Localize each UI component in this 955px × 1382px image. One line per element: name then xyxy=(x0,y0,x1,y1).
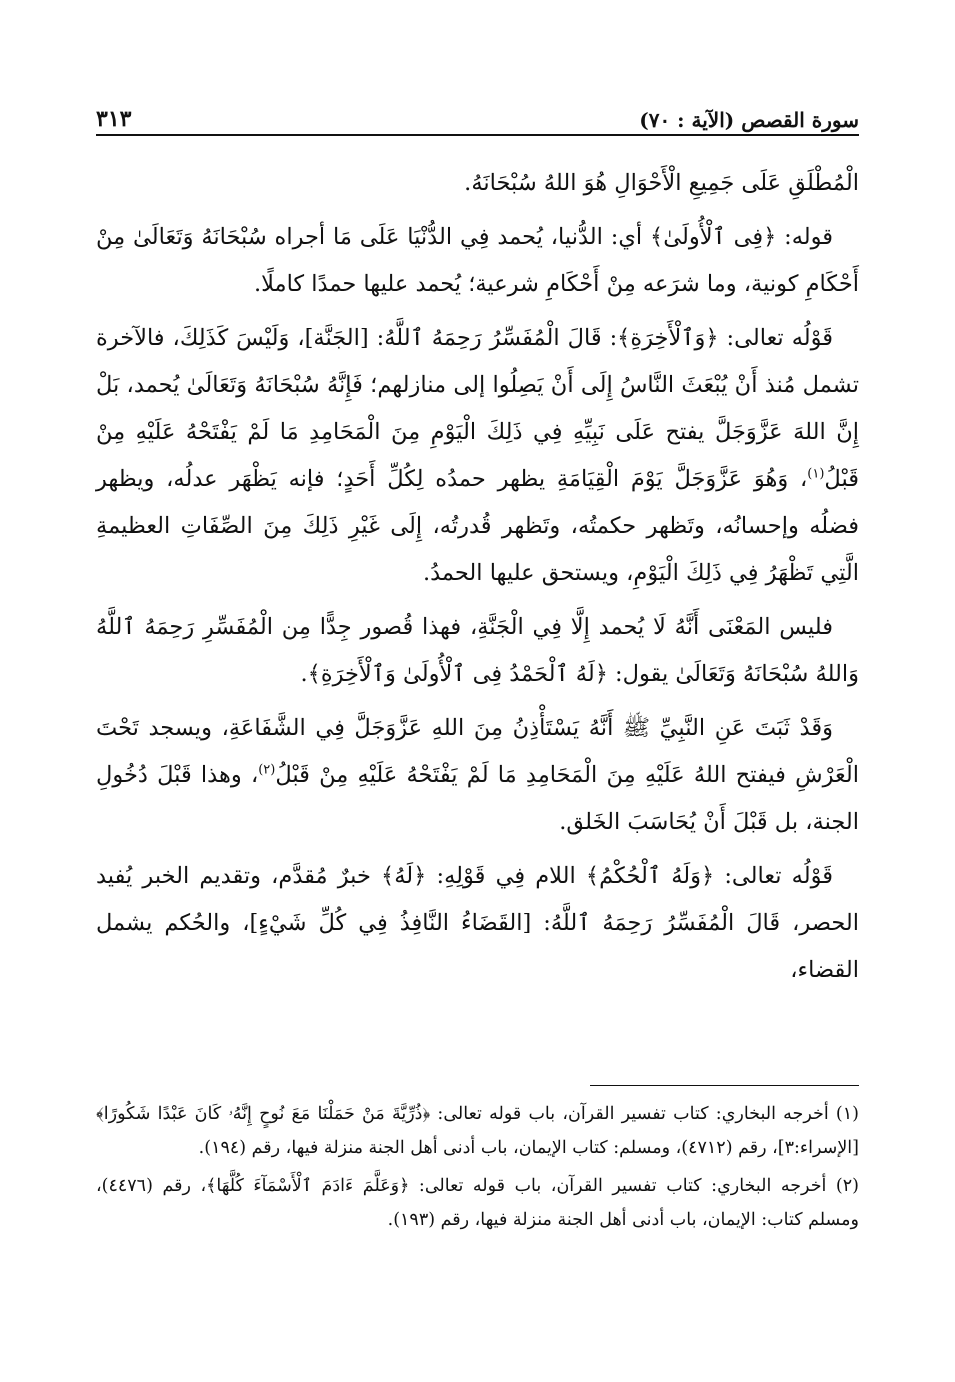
paragraph-3-text-a: قَوْلُه تعالى: ﴿وَٱلْأَخِرَةِ﴾: قَالَ الْمُفَسِّرُ رَحِمَهُ ٱللَّهُ: [الجَنَّة]، وَلَيْسَ كَذَلِكَ، فالآخرة تشمل مُنذ أَنْ يُبْعَثَ النَّاسُ إِلَى أَنْ يَصِلُوا إلى منازلهم؛ فَإِنَّهُ سُبْحَانَهُ وَتَعَالَىٰ يُحمد، بَلْ إِنَّ اللهَ عَزَّوَجَلَّ يفتح عَلَى نَبِيِّهِ فِي ذَلِكَ الْيَوْمِ مِنَ الْمَحَامِدِ مَا لَمْ يَفْتَحْهُ عَلَيْهِ مِنْ قَبْلُ xyxy=(96,325,859,492)
paragraph-3-text-b: ، وَهُوَ عَزَّوَجَلَّ يَوْمَ الْقِيَامَةِ يظهر حمدُه لِكُلِّ أَحَدٍ؛ فإنه يَظْهَر عدلُه، ويظهر فضلُه وإحسانُه، وتَظهر حكمتُه، وتَظهر قُدرتُه، إِلَى غَيْرِ ذَلِكَ مِنَ الصِّفَاتِ العظيمةِ الَّتِي تَظْهَرُ فِي ذَلِكَ الْيَوْمِ، ويستحق عليها الحمدُ. xyxy=(96,466,859,586)
paragraph-3 xyxy=(96,315,859,597)
paragraph-2: قوله: ﴿فِى ٱلْأُولَىٰ﴾ أي: الدُّنيا، يُحمد فِي الدُّنْيَا عَلَى مَا أجراه سُبْحَانَهُ وَتَعَالَىٰ مِنْ أَحْكَامِ كونية، وما شرَعه مِنْ أَحْكَامِ شرعية؛ يُحمد عليها حمدًا كاملًا. xyxy=(96,224,859,297)
footnotes xyxy=(96,1097,859,1241)
paragraph-1: الْمُطْلَقِ عَلَى جَمِيعِ الْأَحْوَالِ هُوَ اللهُ سُبْحَانَهُ. xyxy=(464,170,859,196)
footnote-marker-2: (٢) xyxy=(258,762,276,778)
paragraph-5-text-b: ، وهذا قَبْلَ دُخُولِ الجنة، بل قَبْلَ أَنْ يُحَاسَبَ الخَلق. xyxy=(96,762,859,835)
page-number: ٣١٣ xyxy=(96,106,132,132)
paragraph-5-text-a: وَقَدْ ثَبَتَ عَنِ النَّبِيِّ ﷺ أَنَّهُ يَسْتَأْذِنُ مِنَ اللهِ عَزَّوَجَلَّ فِي الشَّفَاعَةِ، ويسجد تَحْتَ الْعَرْشِ فيفتح اللهُ عَلَيْهِ مِنَ الْمَحَامِدِ مَا لَمْ يَفْتَحْهُ عَلَيْهِ مِنْ قَبْلُ xyxy=(96,715,859,788)
footnote-1: (١) أخرجه البخاري: كتاب تفسير القرآن، باب قوله تعالى: ﴿ذُرِّيَّةَ مَنْ حَمَلْنَا مَعَ نُوحٍ إِنَّهُۥ كَانَ عَبْدًا شَكُورًا﴾ [الإسراء:٣]، رقم (٤٧١٢)، ومسلم: كتاب الإيمان، باب أدنى أهل الجنة منزلة فيها، رقم (١٩٤). xyxy=(96,1104,859,1158)
paragraph-4: فليس المَعْنَى أَنَّهُ لَا يُحمد إِلَّا فِي الْجَنَّةِ، فهذا قُصور جِدًّا مِن الْمُفَسِّرِ رَحِمَهُ ٱللَّهُ وَاللهُ سُبْحَانَهُ وَتَعَالَىٰ يقول: ﴿لَهُ ٱلْحَمْدُ فِى ٱلْأُولَىٰ وَٱلْأَخِرَةِ﴾. xyxy=(96,614,859,687)
footnote-divider xyxy=(590,1085,859,1086)
footnote-2: (٢) أخرجه البخاري: كتاب تفسير القرآن، باب قوله تعالى: ﴿وَعَلَّمَ ءَادَمَ ٱلْأَسْمَآءَ كُلَّهَا﴾، رقم (٤٤٧٦)، ومسلم كتاب: الإيمان، باب أدنى أهل الجنة منزلة فيها، رقم (١٩٣). xyxy=(96,1176,859,1230)
paragraph-6: قَوْلُه تعالى: ﴿وَلَهُ ٱلْحُكْمُ﴾ اللام فِي قَوْلِهِ: ﴿لَهُ﴾ خبرٌ مُقدَّم، وتقديم الخبر يُفيد الحصر، قَالَ الْمُفَسِّرُ رَحِمَهُ ٱللَّهُ: [القَضَاءُ النَّافِذُ فِي كُلِّ شَيْءٍ]، والحُكم يشمل القضاء، xyxy=(96,863,859,983)
main-text xyxy=(96,160,859,1001)
surah-title: سورة القصص (الآية : ٧٠) xyxy=(639,108,859,132)
page-header xyxy=(96,96,859,132)
footnote-marker-1: (١) xyxy=(807,466,825,482)
header-divider xyxy=(96,134,859,136)
paragraph-5 xyxy=(96,705,859,846)
